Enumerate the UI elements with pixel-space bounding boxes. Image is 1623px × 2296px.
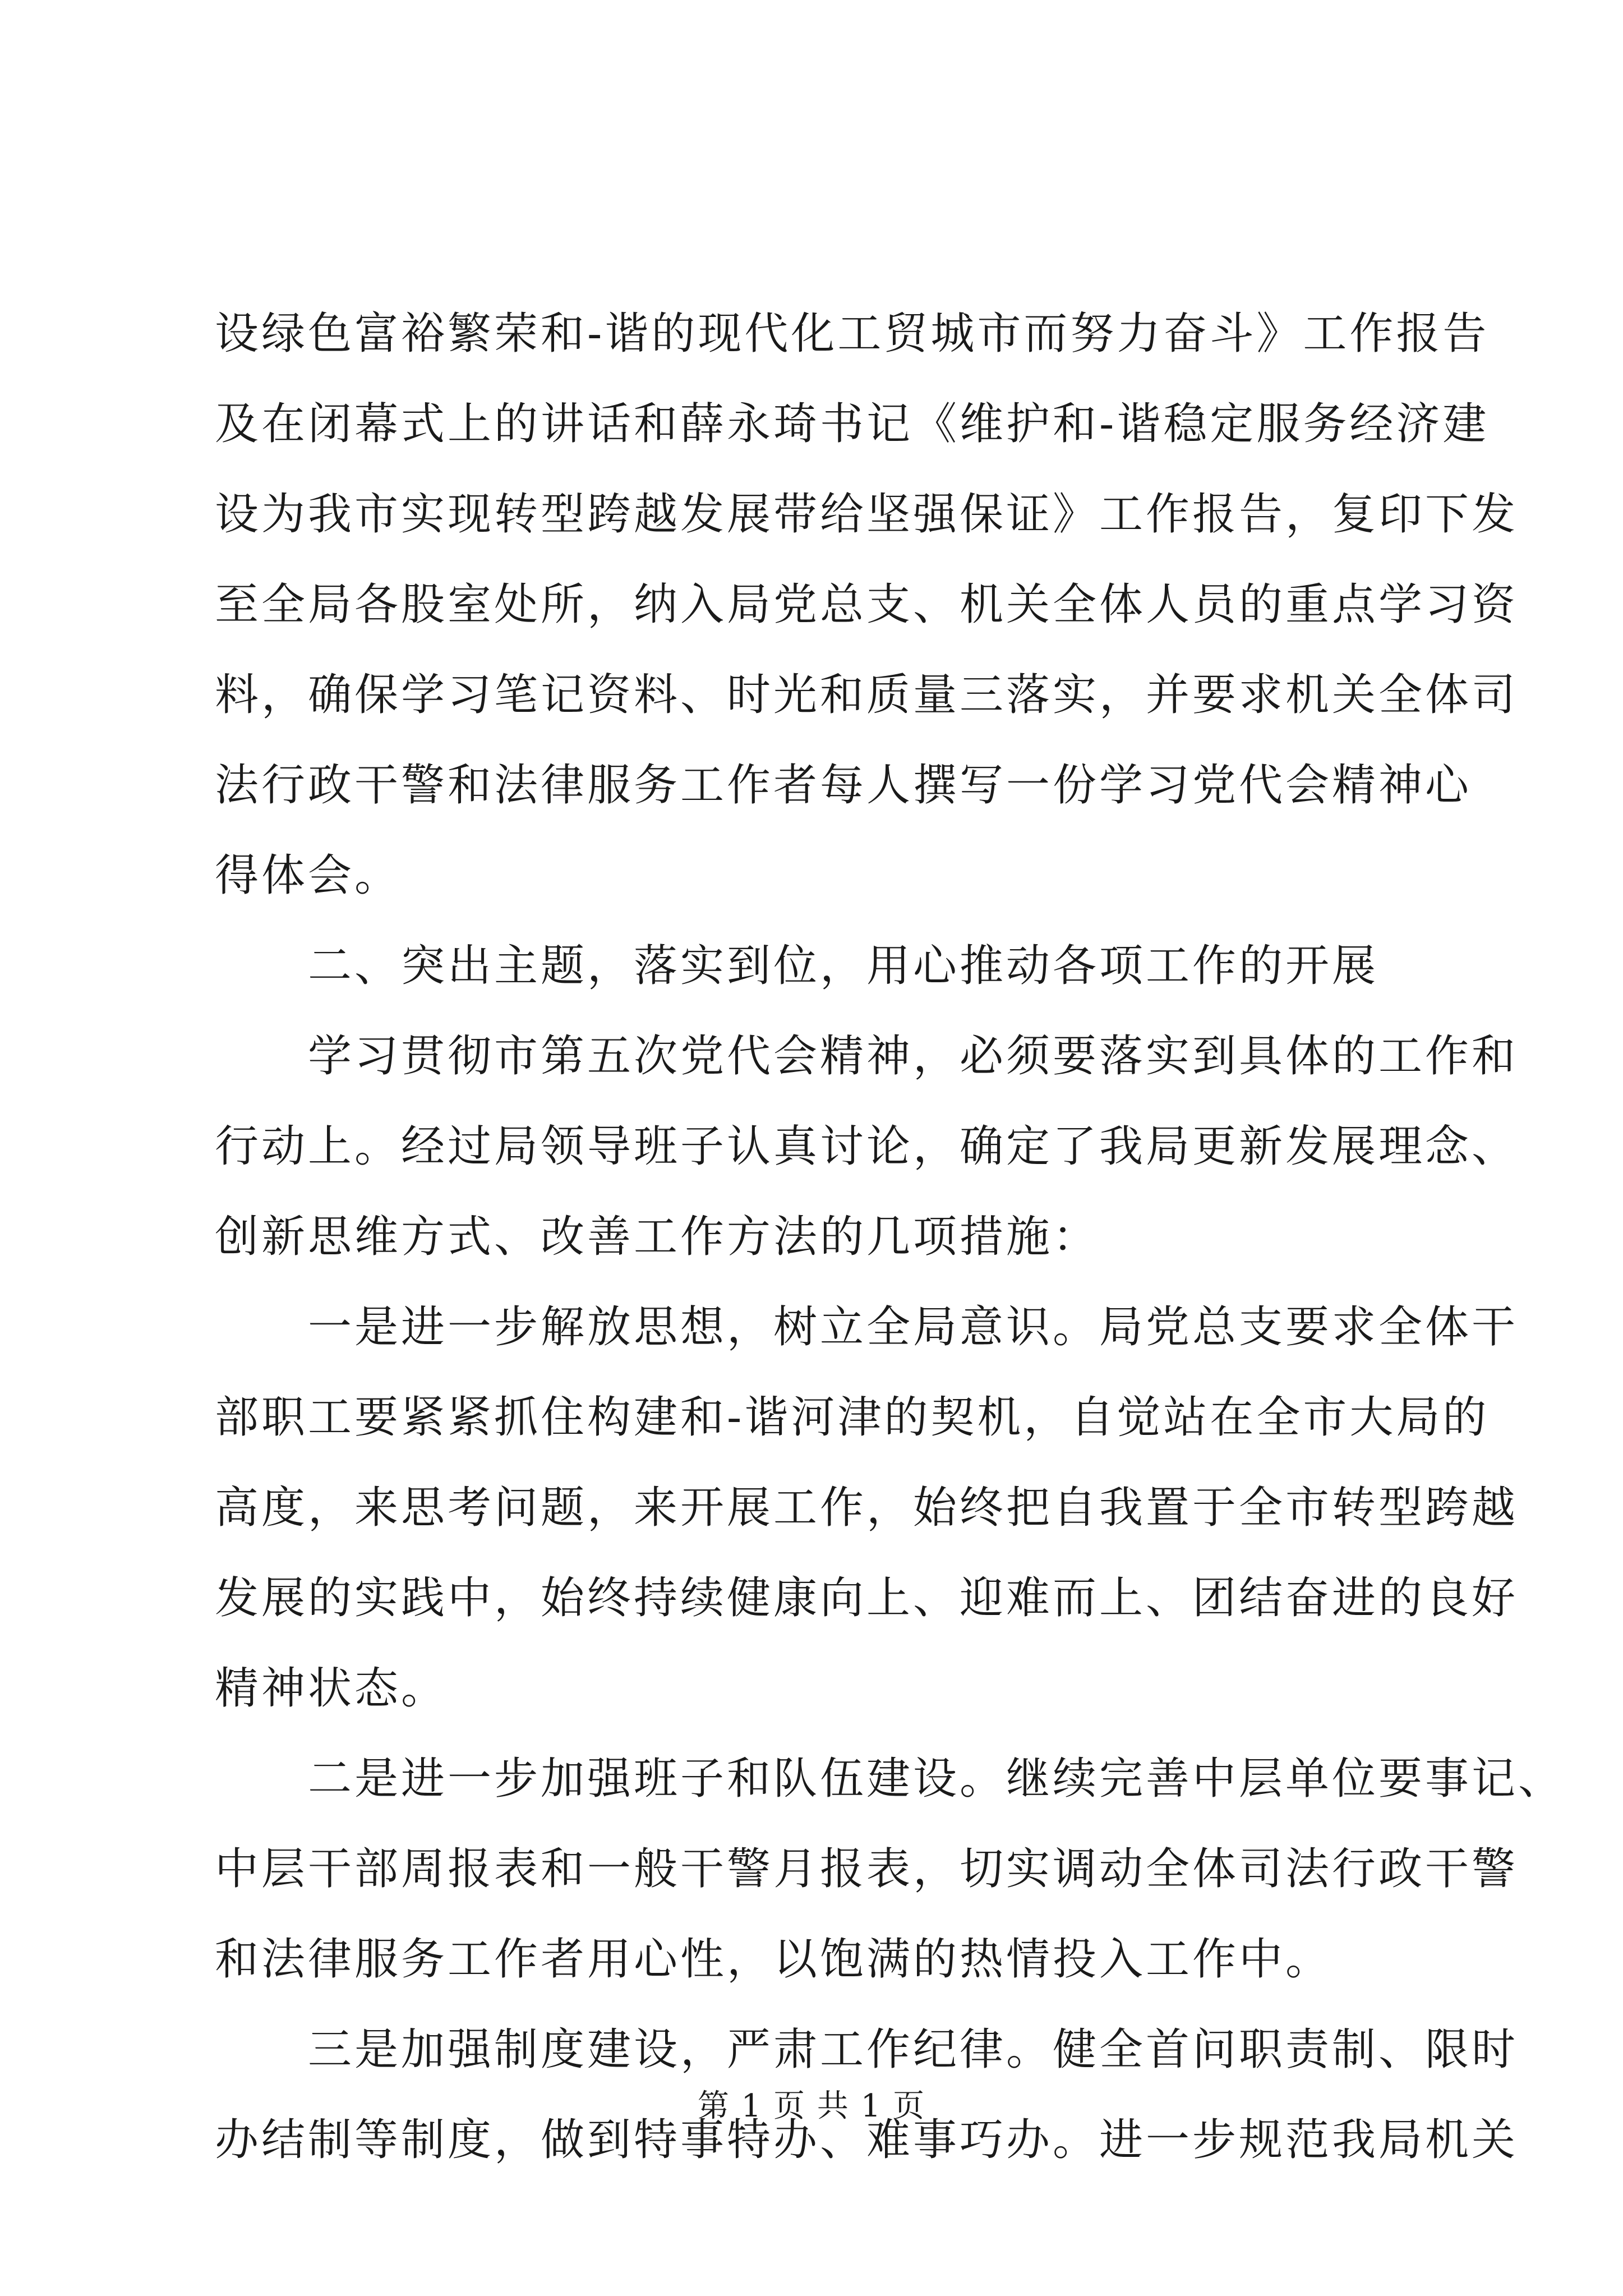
text-line: 中层干部周报表和一般干警月报表，切实调动全体司法行政干警 (215, 1844, 1519, 1894)
text-line: 得体会。 (215, 850, 402, 901)
text-line: 和法律服务工作者用心性，以饱满的热情投入工作中。 (215, 1934, 1332, 1985)
text-line: 及在闭幕式上的讲话和薛永琦书记《维护和-谐稳定服务经济建 (215, 399, 1490, 449)
text-line: 创新思维方式、改善工作方法的几项措施： (215, 1212, 1100, 1262)
text-line: 设为我市实现转型跨越发展带给坚强保证》工作报告，复印下发 (215, 489, 1519, 540)
text-line: 设绿色富裕繁荣和-谐的现代化工贸城市而努力奋斗》工作报告 (215, 309, 1490, 359)
text-line: 一是进一步解放思想，树立全局意识。局党总支要求全体干 (215, 1302, 1519, 1352)
text-line: 部职工要紧紧抓住构建和-谐河津的契机，自觉站在全市大局的 (215, 1392, 1490, 1443)
text-line: 法行政干警和法律服务工作者每人撰写一份学习党代会精神心 (215, 760, 1472, 811)
page-number-label: 第 1 页 共 1 页 (697, 2088, 926, 2124)
document-body (215, 289, 1565, 2185)
text-line: 学习贯彻市第五次党代会精神，必须要落实到具体的工作和 (215, 1031, 1519, 1082)
text-line: 三是加强制度建设，严肃工作纪律。健全首问职责制、限时 (215, 2024, 1519, 2075)
text-line: 至全局各股室处所，纳入局党总支、机关全体人员的重点学习资 (215, 579, 1519, 630)
text-line: 办结制等制度，做到特事特办、难事巧办。进一步规范我局机关 (215, 2115, 1519, 2165)
text-line: 高度，来思考问题，来开展工作，始终把自我置于全市转型跨越 (215, 1483, 1519, 1533)
text-line: 发展的实践中，始终持续健康向上、迎难而上、团结奋进的良好 (215, 1573, 1519, 1623)
text-line: 二是进一步加强班子和队伍建设。继续完善中层单位要事记、 (215, 1754, 1565, 1804)
text-line: 料，确保学习笔记资料、时光和质量三落实，并要求机关全体司 (215, 670, 1519, 720)
text-line: 精神状态。 (215, 1663, 448, 1714)
page-footer (0, 2084, 1623, 2129)
section-heading: 二、突出主题，落实到位，用心推动各项工作的开展 (215, 941, 1379, 991)
text-line: 行动上。经过局领导班子认真讨论，确定了我局更新发展理念、 (215, 1121, 1519, 1172)
